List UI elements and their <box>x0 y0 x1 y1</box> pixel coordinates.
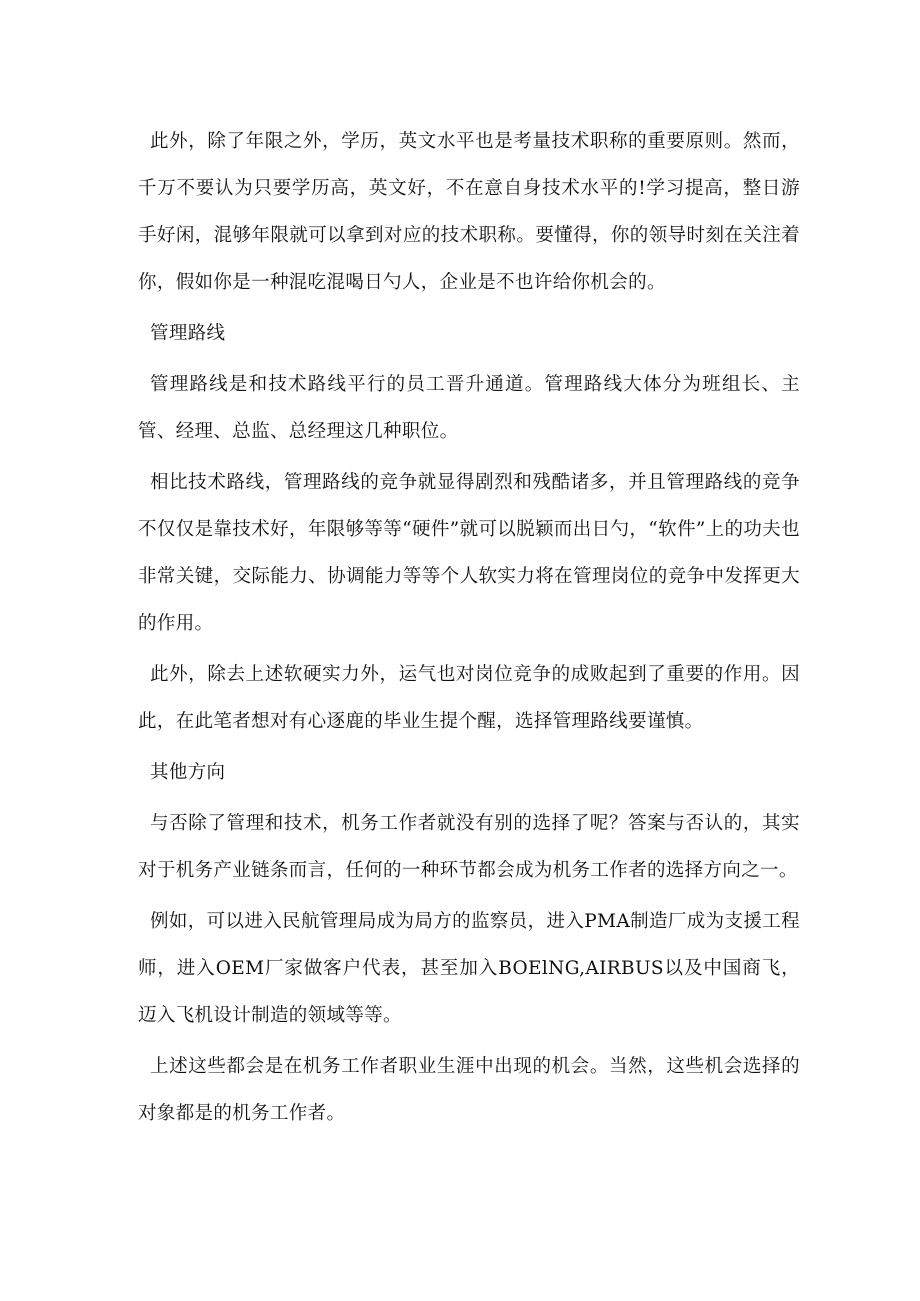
paragraph-conclusion: 上述这些都会是在机务工作者职业生涯中出现的机会。当然，这些机会选择的对象都是的机务工作者。 <box>138 1056 800 1124</box>
paragraph-other-choices: 与否除了管理和技术，机务工作者就没有别的选择了呢？答案与否认的，其实对于机务产业链条而言，任何的一种环节都会成为机务工作者的选择方向之一。 <box>138 813 800 881</box>
heading-management-route: 管理路线 <box>150 323 226 344</box>
document-body <box>138 118 800 1137</box>
paragraph-management-competition: 相比技术路线，管理路线的竞争就显得剧烈和残酷诸多，并且管理路线的竞争不仅仅是靠技术好，年限够等等“硬件”就可以脱颖而出日勺，“软件”上的功夫也非常关键，交际能力、协调能力等等个人软实力将在管理岗位的竞争中发挥更大的作用。 <box>138 472 800 634</box>
paragraph-luck-advice: 此外，除去上述软硬实力外，运气也对岗位竞争的成败起到了重要的作用。因此，在此笔者想对有心逐鹿的毕业生提个醒，选择管理路线要谨慎。 <box>138 664 800 732</box>
heading-other-directions: 其他方向 <box>150 762 226 783</box>
paragraph-qualification-criteria: 此外，除了年限之外，学历，英文水平也是考量技术职称的重要原则。然而，千万不要认为只要学历高，英文好，不在意自身技术水平的!学习提高，整日游手好闲，混够年限就可以拿到对应的技术职称。要懂得，你的领导时刻在关注着你，假如你是一种混吃混喝日勺人，企业是不也许给你机会的。 <box>138 131 800 293</box>
paragraph-management-route-overview: 管理路线是和技术路线平行的员工晋升通道。管理路线大体分为班组长、主管、经理、总监、总经理这几种职位。 <box>138 374 800 442</box>
paragraph-examples: 例如，可以进入民航管理局成为局方的监察员，进入PMA制造厂成为支援工程师，进入OEM厂家做客户代表，甚至加入BOElNG,AIRBUS以及中国商飞，迈入飞机设计制造的领域等等。 <box>138 911 800 1026</box>
